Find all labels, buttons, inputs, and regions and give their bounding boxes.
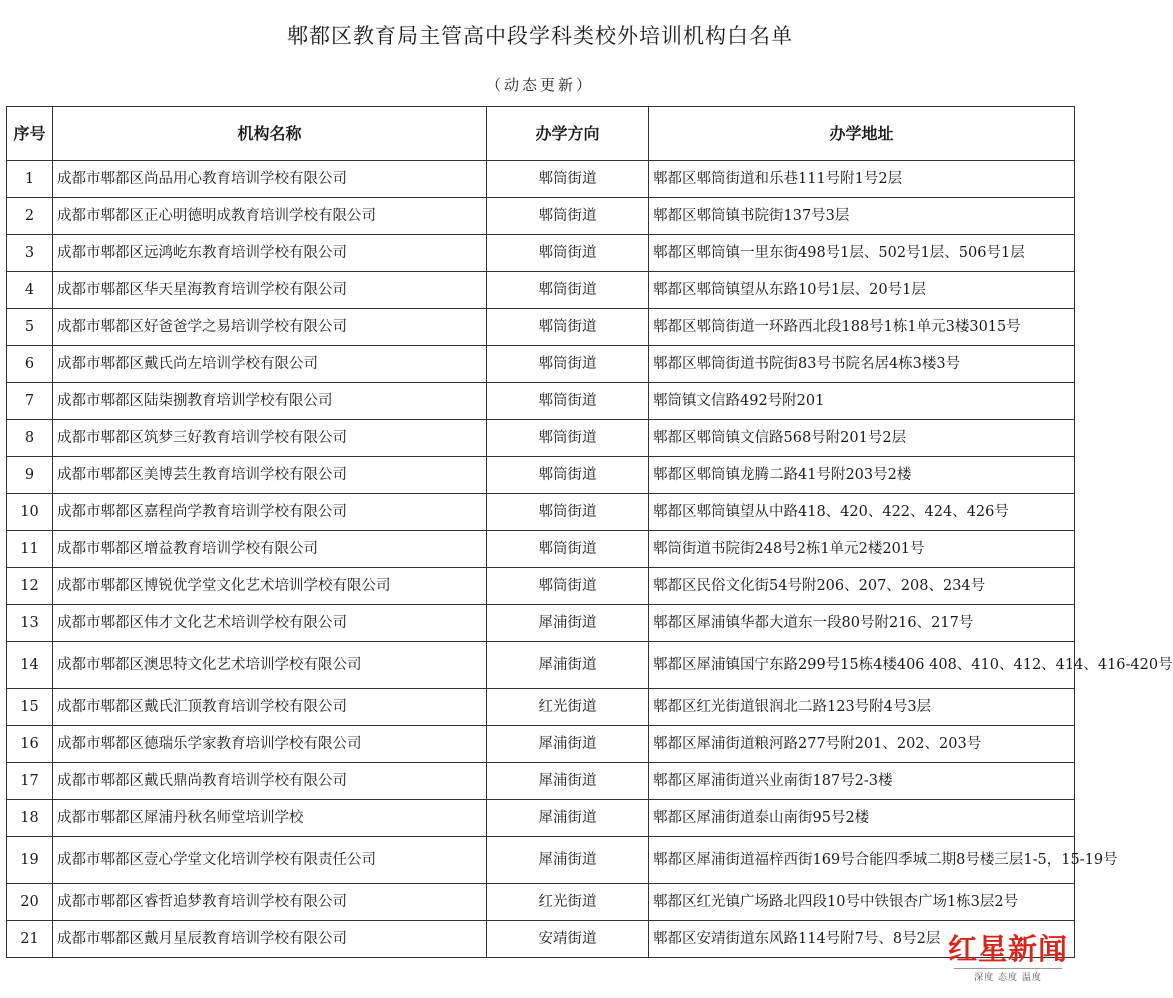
table-row <box>7 494 1075 531</box>
cell-address: 郫都区郫筒镇望从中路418、420、422、424、426号 <box>649 494 1075 531</box>
cell-direction: 犀浦街道 <box>487 642 649 689</box>
cell-no: 8 <box>7 420 53 457</box>
cell-name: 成都市郫都区好爸爸学之易培训学校有限公司 <box>53 309 487 346</box>
cell-direction: 郫筒街道 <box>487 420 649 457</box>
cell-name: 成都市郫都区尚品用心教育培训学校有限公司 <box>53 161 487 198</box>
table-row <box>7 800 1075 837</box>
cell-direction: 红光街道 <box>487 884 649 921</box>
cell-name: 成都市郫都区嘉程尚学教育培训学校有限公司 <box>53 494 487 531</box>
table-row <box>7 568 1075 605</box>
table-row <box>7 605 1075 642</box>
table-row <box>7 642 1075 689</box>
cell-no: 3 <box>7 235 53 272</box>
cell-direction: 郫筒街道 <box>487 346 649 383</box>
cell-name: 成都市郫都区澳思特文化艺术培训学校有限公司 <box>53 642 487 689</box>
cell-no: 16 <box>7 726 53 763</box>
table-row <box>7 689 1075 726</box>
cell-direction: 犀浦街道 <box>487 726 649 763</box>
cell-address: 郫筒街道书院街248号2栋1单元2楼201号 <box>649 531 1075 568</box>
cell-address: 郫都区郫筒街道一环路西北段188号1栋1单元3楼3015号 <box>649 309 1075 346</box>
cell-no: 7 <box>7 383 53 420</box>
cell-address: 郫都区郫筒镇文信路568号附201号2层 <box>649 420 1075 457</box>
table-row <box>7 420 1075 457</box>
table-row <box>7 837 1075 884</box>
table-row <box>7 309 1075 346</box>
cell-address: 郫都区犀浦镇国宁东路299号15栋4楼406 408、410、412、414、416-420号 <box>649 642 1075 689</box>
page-subtitle: （动态更新） <box>485 76 594 94</box>
cell-no: 18 <box>7 800 53 837</box>
cell-no: 2 <box>7 198 53 235</box>
column-header-no: 序号 <box>7 107 53 161</box>
cell-direction: 郫筒街道 <box>487 457 649 494</box>
cell-name: 成都市郫都区壹心学堂文化培训学校有限责任公司 <box>53 837 487 884</box>
cell-no: 9 <box>7 457 53 494</box>
cell-no: 6 <box>7 346 53 383</box>
cell-address: 郫都区郫筒镇书院街137号3层 <box>649 198 1075 235</box>
cell-address: 郫都区犀浦街道粮河路277号附201、202、203号 <box>649 726 1075 763</box>
cell-direction: 郫筒街道 <box>487 272 649 309</box>
cell-address: 郫都区犀浦街道兴业南街187号2-3楼 <box>649 763 1075 800</box>
cell-address: 郫筒镇文信路492号附201 <box>649 383 1075 420</box>
cell-direction: 郫筒街道 <box>487 235 649 272</box>
table-row <box>7 884 1075 921</box>
page-title: 郫都区教育局主管高中段学科类校外培训机构白名单 <box>287 24 793 48</box>
table-row <box>7 161 1075 198</box>
cell-direction: 安靖街道 <box>487 921 649 958</box>
cell-name: 成都市郫都区德瑞乐学家教育培训学校有限公司 <box>53 726 487 763</box>
table-row <box>7 272 1075 309</box>
cell-no: 1 <box>7 161 53 198</box>
cell-no: 13 <box>7 605 53 642</box>
cell-no: 19 <box>7 837 53 884</box>
table-row <box>7 726 1075 763</box>
cell-no: 12 <box>7 568 53 605</box>
table-row <box>7 346 1075 383</box>
cell-direction: 郫筒街道 <box>487 531 649 568</box>
cell-address: 郫都区犀浦街道泰山南街95号2楼 <box>649 800 1075 837</box>
cell-no: 21 <box>7 921 53 958</box>
cell-direction: 郫筒街道 <box>487 198 649 235</box>
cell-name: 成都市郫都区陆柒捌教育培训学校有限公司 <box>53 383 487 420</box>
cell-no: 14 <box>7 642 53 689</box>
table-header-row <box>7 107 1075 161</box>
cell-direction: 犀浦街道 <box>487 763 649 800</box>
cell-name: 成都市郫都区戴月星辰教育培训学校有限公司 <box>53 921 487 958</box>
cell-address: 郫都区郫筒镇龙腾二路41号附203号2楼 <box>649 457 1075 494</box>
cell-name: 成都市郫都区戴氏尚左培训学校有限公司 <box>53 346 487 383</box>
cell-no: 4 <box>7 272 53 309</box>
watermark-brand: 红星新闻 <box>947 932 1068 966</box>
cell-direction: 犀浦街道 <box>487 605 649 642</box>
cell-address: 郫都区郫筒镇望从东路10号1层、20号1层 <box>649 272 1075 309</box>
table-row <box>7 235 1075 272</box>
watermark-tagline: 深度 态度 温度 <box>954 968 1062 983</box>
cell-direction: 郫筒街道 <box>487 161 649 198</box>
cell-name: 成都市郫都区戴氏汇顶教育培训学校有限公司 <box>53 689 487 726</box>
cell-address: 郫都区犀浦镇华都大道东一段80号附216、217号 <box>649 605 1075 642</box>
table-row <box>7 921 1075 958</box>
column-header-address: 办学地址 <box>649 107 1075 161</box>
cell-name: 成都市郫都区戴氏鼎尚教育培训学校有限公司 <box>53 763 487 800</box>
cell-name: 成都市郫都区博锐优学堂文化艺术培训学校有限公司 <box>53 568 487 605</box>
cell-name: 成都市郫都区远鸿屹东教育培训学校有限公司 <box>53 235 487 272</box>
cell-direction: 郫筒街道 <box>487 309 649 346</box>
cell-no: 5 <box>7 309 53 346</box>
table-row <box>7 531 1075 568</box>
cell-name: 成都市郫都区犀浦丹秋名师堂培训学校 <box>53 800 487 837</box>
cell-direction: 郫筒街道 <box>487 494 649 531</box>
cell-address: 郫都区郫筒镇一里东街498号1层、502号1层、506号1层 <box>649 235 1075 272</box>
column-header-name: 机构名称 <box>53 107 487 161</box>
whitelist-table <box>6 106 1173 958</box>
cell-no: 20 <box>7 884 53 921</box>
cell-address: 郫都区安靖街道东风路114号附7号、8号2层 <box>649 921 1075 958</box>
cell-direction: 红光街道 <box>487 689 649 726</box>
cell-no: 15 <box>7 689 53 726</box>
cell-name: 成都市郫都区华天星海教育培训学校有限公司 <box>53 272 487 309</box>
table-row <box>7 198 1075 235</box>
cell-address: 郫都区郫筒街道和乐巷111号附1号2层 <box>649 161 1075 198</box>
column-header-direction: 办学方向 <box>487 107 649 161</box>
cell-name: 成都市郫都区正心明德明成教育培训学校有限公司 <box>53 198 487 235</box>
cell-direction: 郫筒街道 <box>487 568 649 605</box>
cell-address: 郫都区红光镇广场路北四段10号中铁银杏广场1栋3层2号 <box>649 884 1075 921</box>
cell-address: 郫都区红光街道银润北二路123号附4号3层 <box>649 689 1075 726</box>
cell-name: 成都市郫都区伟才文化艺术培训学校有限公司 <box>53 605 487 642</box>
table-row <box>7 763 1075 800</box>
table-row <box>7 457 1075 494</box>
cell-name: 成都市郫都区美博芸生教育培训学校有限公司 <box>53 457 487 494</box>
cell-no: 11 <box>7 531 53 568</box>
cell-address: 郫都区郫筒街道书院街83号书院名居4栋3楼3号 <box>649 346 1075 383</box>
cell-name: 成都市郫都区睿哲追梦教育培训学校有限公司 <box>53 884 487 921</box>
cell-no: 10 <box>7 494 53 531</box>
cell-name: 成都市郫都区增益教育培训学校有限公司 <box>53 531 487 568</box>
cell-address: 郫都区民俗文化街54号附206、207、208、234号 <box>649 568 1075 605</box>
cell-direction: 犀浦街道 <box>487 800 649 837</box>
cell-address: 郫都区犀浦街道福梓西街169号合能四季城二期8号楼三层1-5，15-19号 <box>649 837 1075 884</box>
watermark-logo <box>944 932 1072 992</box>
cell-no: 17 <box>7 763 53 800</box>
cell-direction: 犀浦街道 <box>487 837 649 884</box>
cell-name: 成都市郫都区筑梦三好教育培训学校有限公司 <box>53 420 487 457</box>
cell-direction: 郫筒街道 <box>487 383 649 420</box>
table-row <box>7 383 1075 420</box>
